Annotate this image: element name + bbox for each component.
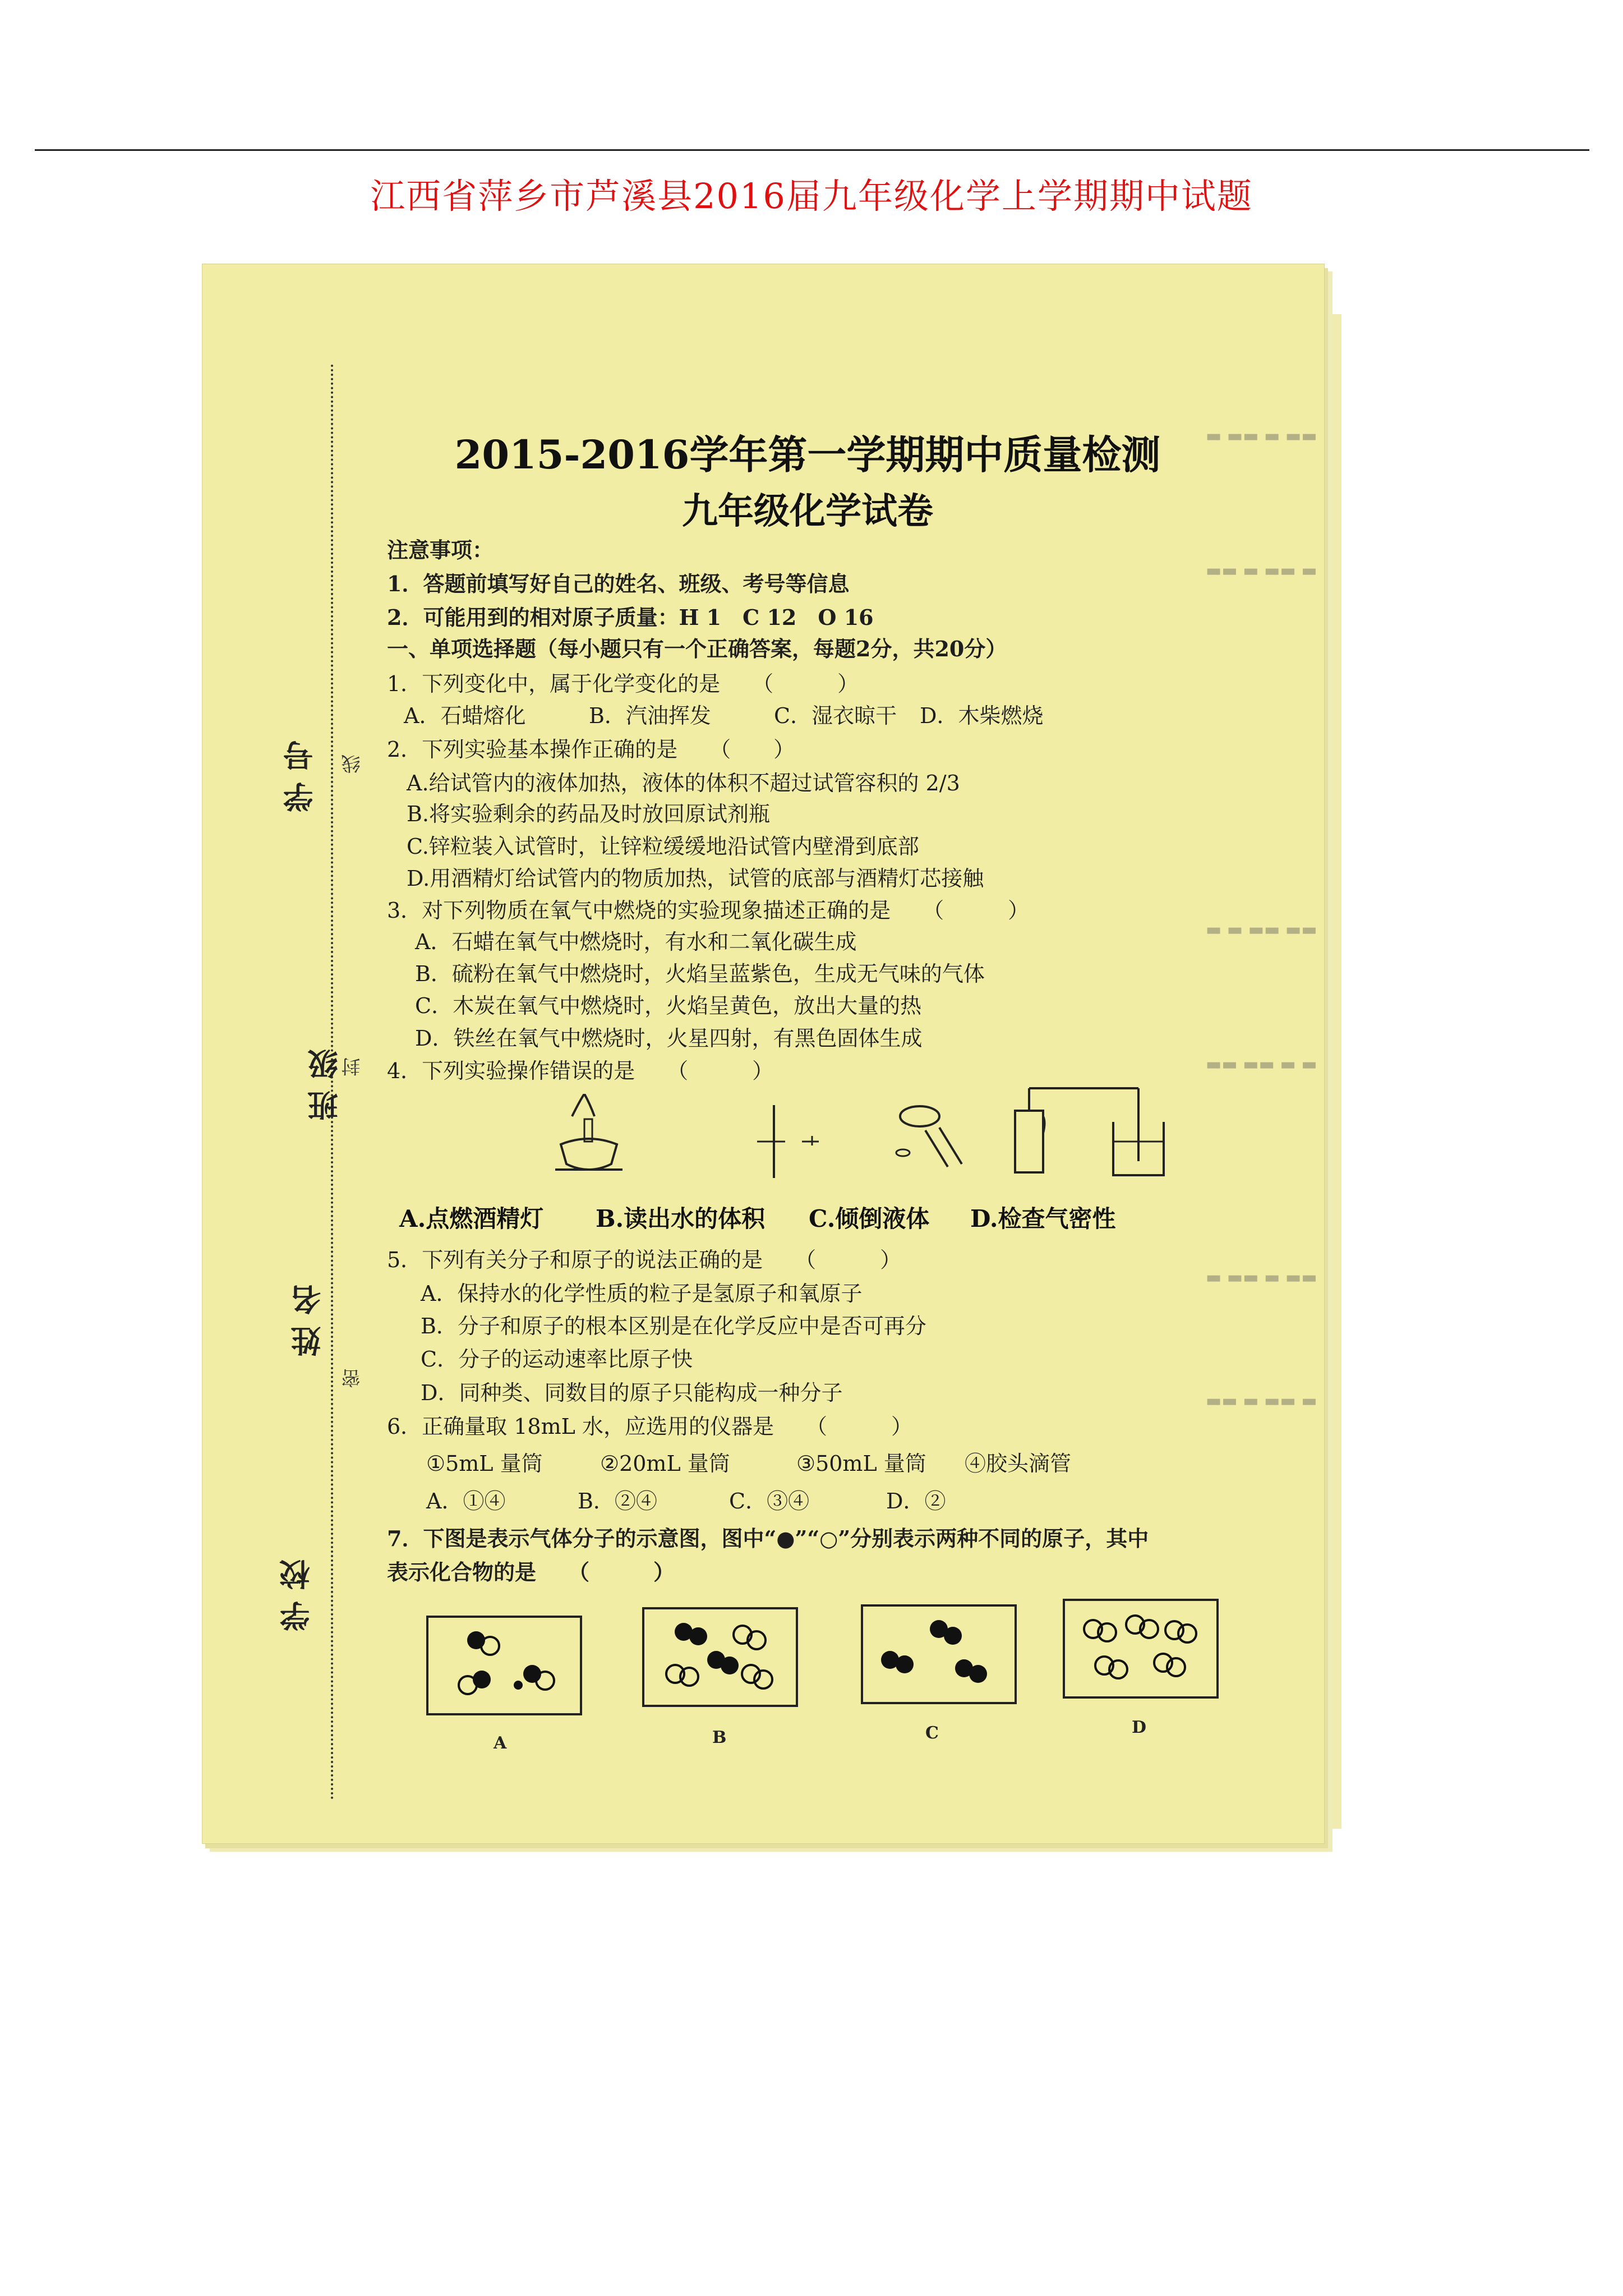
q6-option-d: D．② xyxy=(886,1489,946,1513)
bleed-through: ▬ ▬ ▬▬ ▬▬ xyxy=(1206,920,1317,940)
margin-label-name: 姓名 xyxy=(290,1273,326,1356)
molecule-box-b xyxy=(642,1607,798,1707)
molecule-label-a: A xyxy=(494,1733,507,1753)
q5-stem: 5．下列有关分子和原子的说法正确的是 （ ） xyxy=(387,1248,902,1272)
margin-label-school: 学校 xyxy=(279,1548,315,1631)
molecule-label-b: B xyxy=(712,1728,727,1747)
q6-instrument-3: ③50mL 量筒 xyxy=(796,1451,926,1476)
pouring-liquid-drawing xyxy=(886,1099,976,1184)
q6-instrument-2: ②20mL 量筒 xyxy=(600,1451,730,1476)
seal-mark-feng: 封 xyxy=(342,1057,364,1076)
q6-option-a: A．①④ xyxy=(426,1489,506,1513)
exam-title-line1: 2015-2016学年第一学期期中质量检测 xyxy=(454,431,1161,478)
q7-stem: 7．下图是表示气体分子的示意图，图中“●”“○”分别表示两种不同的原子，其中 xyxy=(387,1526,1149,1551)
q2-stem: 2．下列实验基本操作正确的是 （ ） xyxy=(387,737,795,762)
exam-title-line2: 九年级化学试卷 xyxy=(682,490,933,532)
notes-heading: 注意事项： xyxy=(387,537,494,563)
note-1: 1．答题前填写好自己的姓名、班级、考号等信息 xyxy=(387,571,850,596)
q4-option-b: B.读出水的体积 xyxy=(596,1205,766,1232)
q3-option-a: A．石蜡在氧气中燃烧时，有水和二氧化碳生成 xyxy=(415,930,857,954)
note-2: 2．可能用到的相对原子质量：H 1 C 12 O 16 xyxy=(387,605,874,630)
q4-stem: 4．下列实验操作错误的是 （ ） xyxy=(387,1059,774,1083)
bleed-through: ▬▬ ▬ ▬▬ ▬ xyxy=(1206,561,1317,581)
molecule-label-d: D xyxy=(1132,1718,1147,1737)
q4-option-a: A.点燃酒精灯 xyxy=(399,1205,544,1232)
margin-label-class: 班级 xyxy=(307,1038,343,1121)
q3-option-c: C．木炭在氧气中燃烧时，火焰呈黄色，放出大量的热 xyxy=(415,993,922,1018)
alcohol-lamp-drawing xyxy=(538,1094,639,1184)
bleed-through: ▬ ▬▬ ▬ ▬▬ xyxy=(1206,1268,1317,1287)
molecule-box-c xyxy=(861,1604,1017,1704)
q5-option-d: D．同种类、同数目的原子只能构成一种分子 xyxy=(421,1381,843,1405)
q3-option-b: B．硫粉在氧气中燃烧时，火焰呈蓝紫色，生成无气味的气体 xyxy=(415,961,985,986)
q3-stem: 3．对下列物质在氧气中燃烧的实验现象描述正确的是 （ ） xyxy=(387,898,1030,923)
q6-option-c: C．③④ xyxy=(729,1489,810,1513)
bleed-through: ▬▬ ▬▬ ▬ ▬ xyxy=(1206,1055,1317,1074)
q6-instrument-4: ④胶头滴管 xyxy=(965,1451,1072,1476)
airtightness-check-drawing xyxy=(1004,1077,1178,1184)
q5-option-a: A．保持水的化学性质的粒子是氢原子和氧原子 xyxy=(421,1281,863,1306)
section-heading: 一、单项选择题（每小题只有一个正确答案，每题2分，共20分） xyxy=(387,636,1007,661)
q6-option-b: B．②④ xyxy=(578,1489,657,1513)
seal-mark-mi: 密 xyxy=(342,1369,364,1388)
document-title: 江西省萍乡市芦溪县2016届九年级化学上学期期中试题 xyxy=(370,176,1253,217)
bleed-through: ▬ ▬▬ ▬ ▬▬ xyxy=(1206,426,1317,446)
molecule-label-c: C xyxy=(925,1723,939,1743)
q1-option-c: C．湿衣晾干 xyxy=(774,703,897,728)
q7-stem-continued: 表示化合物的是 （ ） xyxy=(387,1559,675,1585)
seal-mark-xian: 线 xyxy=(342,754,364,774)
bleed-through: ▬▬ ▬ ▬▬ ▬ xyxy=(1206,1391,1317,1411)
top-rule xyxy=(35,149,1589,151)
q3-option-d: D．铁丝在氧气中燃烧时，火星四射，有黑色固体生成 xyxy=(415,1026,923,1051)
q2-option-b: B.将实验剩余的药品及时放回原试剂瓶 xyxy=(407,802,771,826)
measuring-cylinder-drawing xyxy=(746,1099,830,1184)
q5-option-c: C．分子的运动速率比原子快 xyxy=(421,1347,693,1372)
q2-option-c: C.锌粒装入试管时，让锌粒缓缓地沿试管内壁滑到底部 xyxy=(407,834,919,859)
q4-option-d: D.检查气密性 xyxy=(970,1205,1116,1232)
q2-option-a: A.给试管内的液体加热，液体的体积不超过试管容积的 2/3 xyxy=(407,771,960,795)
q6-stem: 6．正确量取 18mL 水，应选用的仪器是 （ ） xyxy=(387,1414,912,1439)
q6-instrument-1: ①5mL 量筒 xyxy=(426,1451,543,1476)
molecule-box-d xyxy=(1063,1599,1219,1699)
molecule-box-a xyxy=(426,1616,582,1715)
q2-option-d: D.用酒精灯给试管内的物质加热，试管的底部与酒精灯芯接触 xyxy=(407,866,984,891)
q1-stem: 1．下列变化中，属于化学变化的是 （ ） xyxy=(387,671,859,696)
margin-label-student-number: 学号 xyxy=(282,729,318,812)
q1-option-d: D．木柴燃烧 xyxy=(920,703,1044,728)
q1-option-a: A．石蜡熔化 xyxy=(404,703,526,728)
q4-option-c: C.倾倒液体 xyxy=(809,1205,930,1232)
q1-option-b: B．汽油挥发 xyxy=(589,703,711,728)
q5-option-b: B．分子和原子的根本区别是在化学反应中是否可再分 xyxy=(421,1314,926,1338)
